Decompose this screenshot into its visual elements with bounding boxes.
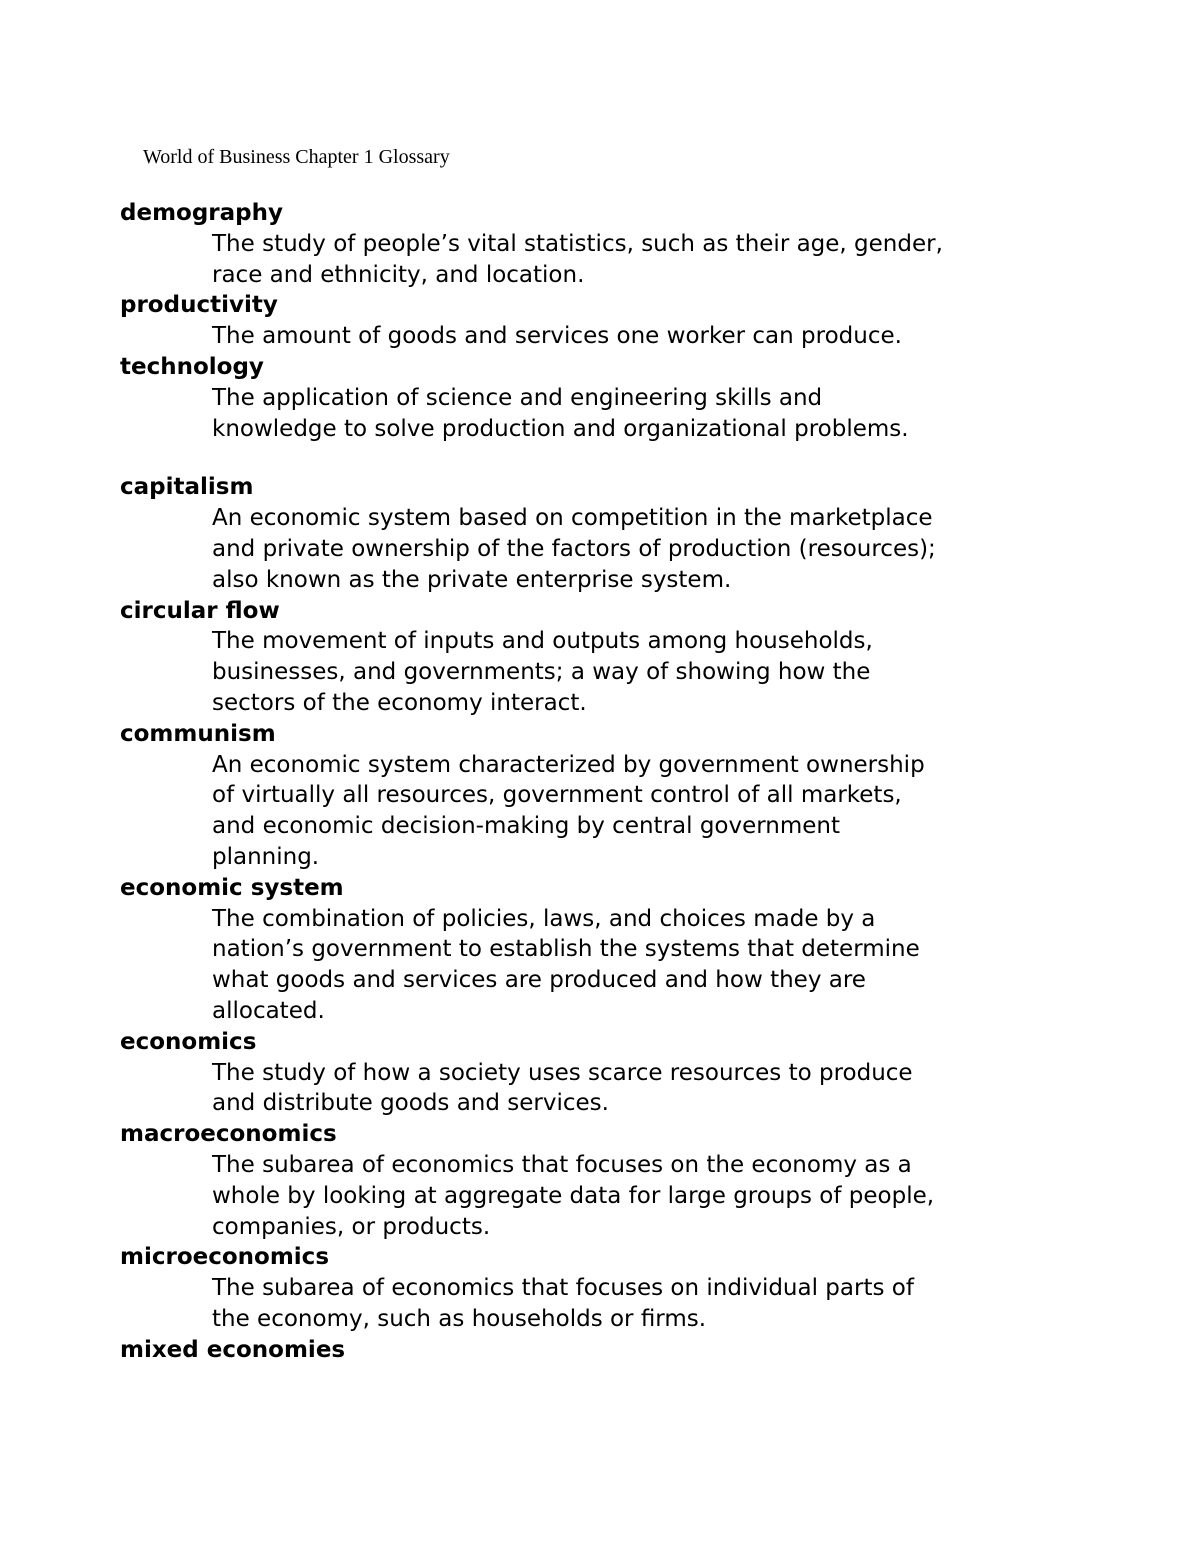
glossary-term: economic system — [120, 874, 344, 901]
glossary-definition: The amount of goods and services one worker can produce. — [212, 323, 902, 350]
glossary-entry-communism — [120, 719, 1100, 873]
glossary-definition: The application of science and engineering skills and knowledge to solve production and organizational problems. — [212, 384, 909, 442]
glossary-term: productivity — [120, 292, 278, 319]
glossary-definition: The study of people’s vital statistics, such as their age, gender, race and ethnicity, and location. — [212, 230, 943, 288]
glossary-definition: An economic system based on competition in the marketplace and private ownership of the factors of production (resources); also known as the private enterprise system. — [212, 505, 936, 593]
document-title: World of Business Chapter 1 Glossary — [143, 146, 450, 168]
glossary-entry-economic-system — [120, 873, 1100, 1027]
glossary-definition: The subarea of economics that focuses on the economy as a whole by looking at aggregate data for large groups of people, companies, or products. — [212, 1151, 935, 1240]
glossary-entry-macroeconomics — [120, 1119, 1100, 1242]
glossary-term: macroeconomics — [120, 1121, 337, 1148]
glossary-entry-circular-flow — [120, 596, 1100, 719]
glossary-definition: The subarea of economics that focuses on individual parts of the economy, such as households or firms. — [212, 1275, 914, 1332]
glossary-entry-productivity — [120, 290, 1100, 352]
glossary-term: mixed economies — [120, 1336, 346, 1363]
glossary-term: demography — [120, 200, 283, 226]
glossary-entry-mixed-economies — [120, 1335, 1100, 1366]
glossary-term: economics — [120, 1028, 257, 1055]
glossary-entry-demography — [120, 198, 1100, 290]
glossary-definition: The combination of policies, laws, and choices made by a nation’s government to establish the systems that determine what goods and services are produced and how they are allocated. — [212, 905, 920, 1024]
glossary-entry-capitalism — [120, 472, 1100, 595]
glossary-term: capitalism — [120, 474, 254, 501]
glossary-definition: The movement of inputs and outputs among households, businesses, and governments; a way of showing how the sectors of the economy interact. — [212, 628, 873, 716]
glossary-definition: The study of how a society uses scarce resources to produce and distribute goods and services. — [212, 1059, 913, 1117]
glossary-term: technology — [120, 353, 264, 380]
glossary-entry-economics — [120, 1027, 1100, 1119]
glossary-term: circular flow — [120, 597, 280, 624]
glossary-entry-technology — [120, 352, 1100, 444]
glossary-entry-microeconomics — [120, 1242, 1100, 1334]
glossary-list — [120, 198, 1100, 1365]
section-spacer — [120, 444, 1100, 472]
glossary-term: microeconomics — [120, 1244, 330, 1271]
glossary-term: communism — [120, 720, 276, 747]
glossary-definition: An economic system characterized by government ownership of virtually all resources, government control of all markets, and economic decision-making by central government planning. — [212, 751, 925, 870]
